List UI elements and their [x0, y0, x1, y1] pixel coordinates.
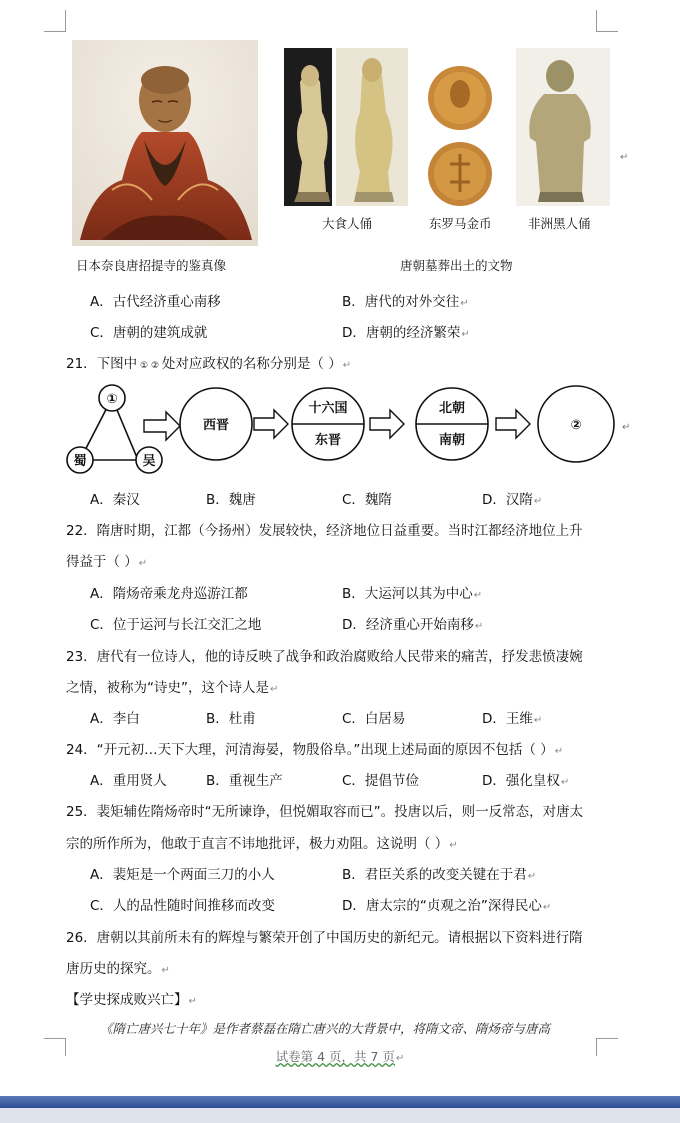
q26-section-heading	[66, 988, 197, 1008]
arrow-4	[496, 410, 530, 438]
q26-stem-line2	[66, 957, 170, 977]
q25-stem-line1: 25．裴矩辅佐隋炀帝时“无所谏诤，但悦媚取容而已”。投唐以后，则一反常态，对唐太	[66, 804, 584, 820]
q26-stem-line2-text: 唐历史的探究。	[66, 961, 161, 977]
q25-stem-line2-text: 宗的所作所为，他敢于直言不讳地批评，极力劝阻。这说明（ ）	[66, 836, 449, 852]
q21-option-c: C．魏隋	[342, 492, 392, 508]
regime-diagram	[62, 380, 632, 474]
paragraph-mark: ↵	[560, 777, 570, 788]
q23-stem-line2-text: 之情，被称为“诗史”，这个诗人是	[66, 680, 269, 696]
q22-option-b-text: B．大运河以其为中心	[342, 586, 473, 602]
paragraph-mark: ↵	[622, 422, 631, 433]
paragraph-mark: ↵	[342, 360, 352, 371]
q21-option-d	[482, 488, 542, 508]
q21-stem-marks: ① ②	[137, 361, 162, 371]
q21-stem-b: 处对应政权的名称分别是（ ）	[161, 356, 342, 372]
q20-option-b-text: B．唐代的对外交往	[342, 294, 460, 310]
q24-option-d-text: D．强化皇权	[482, 773, 560, 789]
paragraph-mark: ↵	[533, 715, 543, 726]
q21-option-d-text: D．汉隋	[482, 492, 533, 508]
q26-quote: 《隋亡唐兴七十年》是作者蔡磊在隋亡唐兴的大背景中，将隋文帝、隋炀帝与唐高	[100, 1021, 551, 1036]
q25-stem-line2	[66, 832, 458, 852]
q24-stem	[66, 738, 563, 758]
paragraph-mark: ↵	[460, 298, 469, 309]
q22-stem-line2	[66, 550, 147, 570]
caption-jianzhen: 日本奈良唐招提寺的鉴真像	[76, 258, 227, 273]
q23-option-b: B．杜甫	[206, 711, 256, 727]
paragraph-mark: ↵	[554, 746, 564, 757]
q23-stem-line2	[66, 676, 278, 696]
q21-option-a: A．秦汉	[90, 492, 140, 508]
corner-mark-top-left	[44, 10, 66, 32]
q23-stem-line1: 23．唐代有一位诗人，他的诗反映了战争和政治腐败给人民带来的痛苦，抒发悲愤凄婉	[66, 649, 583, 665]
q25-option-d	[342, 894, 551, 914]
label-nanchao: 南朝	[438, 433, 466, 448]
q21-option-b: B．魏唐	[206, 492, 256, 508]
q20-option-d	[342, 321, 470, 341]
paragraph-mark: ↵	[474, 621, 484, 632]
q20-option-c: C．唐朝的建筑成就	[90, 325, 208, 341]
q22-option-b	[342, 582, 482, 602]
q21-stem-a: 21．下图中	[66, 356, 138, 372]
paragraph-mark: ↵	[542, 902, 552, 913]
q20-option-d-text: D．唐朝的经济繁荣	[342, 325, 461, 341]
tang-artifacts-image	[284, 42, 612, 238]
q23-option-a: A．李白	[90, 711, 140, 727]
paragraph-mark: ↵	[395, 1053, 405, 1064]
page-footer	[0, 1047, 680, 1065]
q26-section-text: 【学史探成败兴亡】	[66, 992, 188, 1008]
label-shiliuguo: 十六国	[308, 401, 348, 416]
paragraph-mark: ↵	[449, 840, 458, 851]
q21-stem	[66, 352, 351, 372]
paragraph-mark: ↵	[188, 996, 197, 1007]
label-dongjin: 东晋	[314, 433, 342, 448]
caption-african: 非洲黑人俑	[528, 216, 591, 231]
label-shu: 蜀	[73, 454, 87, 469]
paragraph-mark: ↵	[620, 152, 629, 163]
arrow-1	[144, 412, 180, 440]
q22-stem-line2-text: 得益于（ ）	[66, 554, 138, 570]
caption-coin: 东罗马金币	[429, 216, 492, 231]
label-xijin: 西晋	[202, 418, 230, 433]
q22-option-d	[342, 613, 483, 633]
q25-option-b-text: B．君臣关系的改变关键在于君	[342, 867, 527, 883]
q25-option-d-text: D．唐太宗的“贞观之治”深得民心	[342, 898, 542, 914]
q22-option-c: C．位于运河与长江交汇之地	[90, 617, 262, 633]
paragraph-mark: ↵	[527, 871, 537, 882]
q24-option-b: B．重视生产	[206, 773, 283, 789]
paragraph-mark: ↵	[161, 965, 170, 976]
paragraph-mark: ↵	[138, 558, 148, 569]
paragraph-mark: ↵	[461, 329, 470, 340]
q23-option-d	[482, 707, 542, 727]
label-circle-2: ②	[570, 418, 582, 433]
q24-option-d	[482, 769, 569, 789]
q20-option-b	[342, 290, 469, 310]
q25-option-c: C．人的品性随时间推移而改变	[90, 898, 275, 914]
corner-mark-top-right	[596, 10, 618, 32]
q24-option-c: C．提倡节俭	[342, 773, 419, 789]
label-circle-1: ①	[106, 392, 118, 407]
q22-option-a: A．隋炀帝乘龙舟巡游江都	[90, 586, 248, 602]
caption-artifacts: 唐朝墓葬出土的文物	[400, 258, 513, 273]
q25-option-a: A．裴矩是一个两面三刀的小人	[90, 867, 275, 883]
q20-option-a: A．古代经济重心南移	[90, 294, 221, 310]
paragraph-mark: ↵	[270, 684, 279, 695]
window-bottom-area	[0, 1108, 680, 1123]
caption-dashi: 大食人俑	[322, 216, 373, 231]
label-wu: 吴	[142, 454, 156, 469]
paragraph-mark: ↵	[473, 590, 483, 601]
arrow-3	[370, 410, 404, 438]
q25-option-b	[342, 863, 536, 883]
q23-option-d-text: D．王维	[482, 711, 533, 727]
page-footer-text: 试卷第 4 页，共 7 页	[275, 1049, 395, 1064]
jianzhen-statue-image	[72, 40, 258, 246]
label-beichao: 北朝	[438, 401, 466, 416]
q22-option-d-text: D．经济重心开始南移	[342, 617, 474, 633]
q24-option-a: A．重用贤人	[90, 773, 167, 789]
window-bottom-bar	[0, 1096, 680, 1108]
q26-stem-line1: 26．唐朝以其前所未有的辉煌与繁荣开创了中国历史的新纪元。请根据以下资料进行隋	[66, 930, 583, 946]
q24-stem-text: 24．“开元初…天下大理，河清海晏，物殷俗阜。”出现上述局面的原因不包括（ ）	[66, 742, 554, 758]
q22-stem-line1: 22．隋唐时期，江都（今扬州）发展较快，经济地位日益重要。当时江都经济地位上升	[66, 523, 583, 539]
paragraph-mark: ↵	[533, 496, 543, 507]
q23-option-c: C．白居易	[342, 711, 406, 727]
arrow-2	[254, 410, 288, 438]
